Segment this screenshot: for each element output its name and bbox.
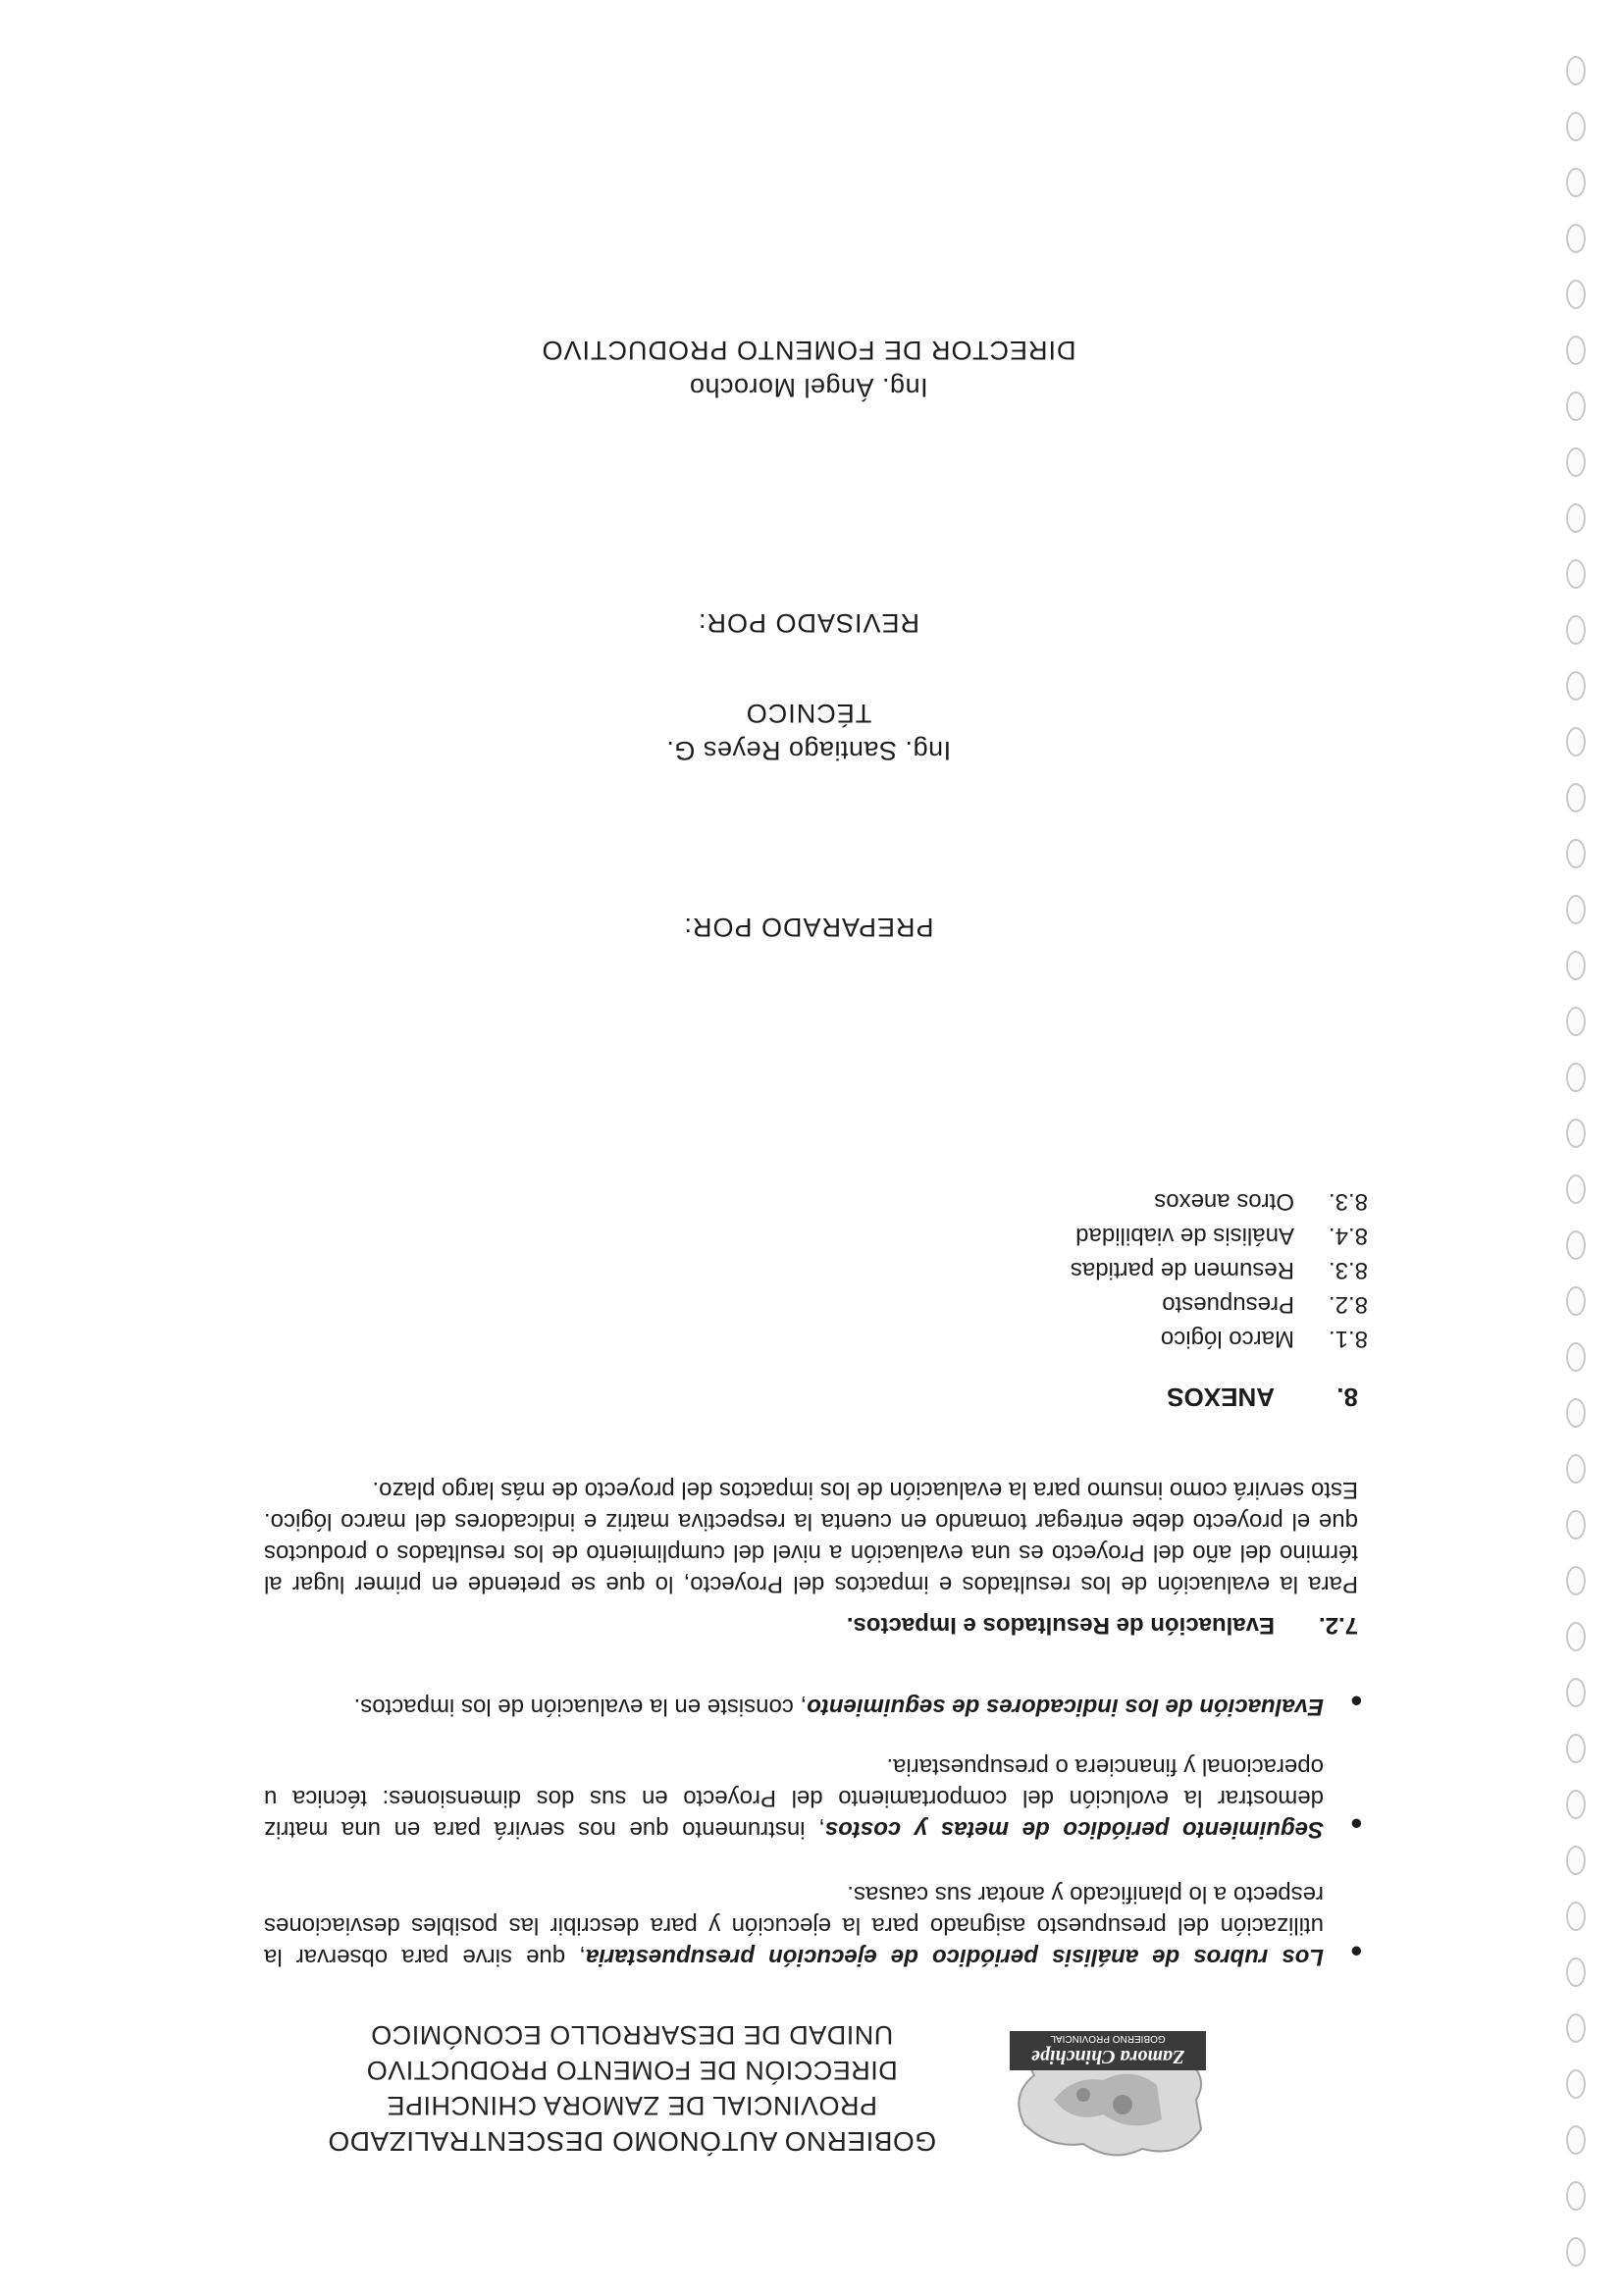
binding-hole xyxy=(1566,1119,1586,1148)
annex-number: 8.3. xyxy=(1328,1188,1368,1215)
bullet-term: Seguimiento periódico de metas y costos xyxy=(824,1816,1324,1843)
binding-hole xyxy=(1566,559,1586,589)
binding-hole xyxy=(1566,1230,1586,1260)
binding-hole xyxy=(1566,1342,1586,1372)
section-paragraph: Para la evaluación de los resultados e impactos del Proyecto, lo que se pretende en primer lugar al término del año del Proyecto es una evaluación a nivel del cumplimiento de los resultados o productos que el proyecto debe entregar tomando en cuenta la respectiva matriz e indicadores del marco lógico. Esto servirá como insumo para la evaluación de los impactos del proyecto de más largo plazo. xyxy=(264,1477,1358,1597)
annex-label: Resumen de partidas xyxy=(1070,1257,1294,1283)
reviewed-by-label: REVISADO POR: xyxy=(697,608,920,638)
binding-hole xyxy=(1566,1510,1586,1539)
binding-hole xyxy=(1566,1286,1586,1316)
annex-number: 8.3. xyxy=(1328,1257,1368,1283)
binding-hole xyxy=(1566,1678,1586,1707)
header-line: PROVINCIAL DE ZAMORA CHINCHIPE xyxy=(386,2091,878,2120)
bullet-term: Evaluación de los indicadores de seguimiento xyxy=(807,1694,1324,1720)
logo-subtitle: GOBIERNO PROVINCIAL xyxy=(1050,2033,1166,2044)
header-line: DIRECCIÓN DE FOMENTO PRODUCTIVO xyxy=(366,2056,898,2085)
provincial-map-logo-icon xyxy=(995,2021,1221,2168)
binding-hole xyxy=(1566,168,1586,197)
spiral-binding xyxy=(1554,20,1594,2267)
binding-hole xyxy=(1566,1174,1586,1204)
section-title: ANEXOS xyxy=(1167,1383,1275,1412)
annex-number: 8.1. xyxy=(1328,1326,1368,1352)
binding-hole xyxy=(1566,2237,1586,2267)
annex-label: Presupuesto xyxy=(1162,1291,1294,1318)
binding-hole xyxy=(1566,2069,1586,2099)
binding-hole xyxy=(1566,1622,1586,1651)
binding-hole xyxy=(1566,1454,1586,1484)
binding-hole xyxy=(1566,336,1586,365)
binding-hole xyxy=(1566,1957,1586,1987)
binding-hole xyxy=(1566,727,1586,757)
bullet-icon: ● xyxy=(1349,1940,1363,1964)
binding-hole xyxy=(1566,1398,1586,1428)
binding-hole xyxy=(1566,280,1586,309)
annex-label: Otros anexos xyxy=(1154,1188,1294,1215)
binding-hole xyxy=(1566,2125,1586,2155)
header-line: UNIDAD DE DESARROLLO ECONÓMICO xyxy=(370,2020,894,2050)
section-number: 7.2. xyxy=(1318,1612,1358,1639)
header-line: GOBIERNO AUTÓNOMO DESCENTRALIZADO xyxy=(327,2126,937,2157)
binding-hole xyxy=(1566,112,1586,141)
binding-hole xyxy=(1566,895,1586,924)
bullet-text: , que sirve para observar la utilización del presupuesto asignado para la ejecución y para describir las posibles desviaciones respecto a lo planificado y anotar sus causas. xyxy=(264,1881,1324,1970)
binding-hole xyxy=(1566,1846,1586,1875)
prepared-by-name: Ing. Santiago Reyes G. xyxy=(665,736,952,765)
logo-title: Zamora Chinchipe xyxy=(1030,2046,1185,2067)
annex-item xyxy=(1154,1185,1368,1217)
binding-hole xyxy=(1566,447,1586,477)
annex-number: 8.2. xyxy=(1328,1291,1368,1318)
bullet-text: , instrumento que nos servirá para en una matriz demostrar la evolución del comportamiento del Proyecto en sus dos dimensiones: técnica u operacional y financiera o presupuestaria. xyxy=(263,1753,1324,1843)
binding-hole xyxy=(1566,671,1586,701)
annex-label: Marco lógico xyxy=(1160,1326,1294,1352)
reviewed-by-name: Ing. Ángel Morocho xyxy=(689,373,928,402)
binding-hole xyxy=(1566,2181,1586,2211)
binding-hole xyxy=(1566,1734,1586,1763)
binding-hole xyxy=(1566,615,1586,645)
section-title: Evaluación de Resultados e Impactos. xyxy=(846,1612,1275,1639)
prepared-by-role: TÉCNICO xyxy=(745,699,872,728)
bullet-item xyxy=(264,1878,1324,1972)
document-header xyxy=(288,2017,975,2159)
reviewed-by-role: DIRECTOR DE FOMENTO PRODUCTIVO xyxy=(541,336,1076,365)
binding-hole xyxy=(1566,224,1586,253)
bullet-text: , consiste en la evaluación de los impactos. xyxy=(353,1694,808,1720)
binding-hole xyxy=(1566,951,1586,980)
binding-hole xyxy=(1566,1790,1586,1819)
annex-item xyxy=(1161,1323,1368,1354)
bullet-icon: ● xyxy=(1349,1690,1363,1714)
annex-item xyxy=(1162,1288,1368,1320)
prepared-by-label: PREPARADO POR: xyxy=(683,913,934,942)
binding-hole xyxy=(1566,1902,1586,1931)
bullet-item xyxy=(264,1750,1324,1845)
binding-hole xyxy=(1566,1063,1586,1092)
bullet-icon: ● xyxy=(1349,1812,1363,1837)
binding-hole xyxy=(1566,783,1586,812)
bullet-item xyxy=(264,1691,1324,1722)
binding-hole xyxy=(1566,1566,1586,1595)
section-number: 8. xyxy=(1336,1383,1358,1412)
annex-item xyxy=(1071,1254,1368,1285)
binding-hole xyxy=(1566,56,1586,85)
bullet-term: Los rubros de análisis periódico de ejecución presupuestaria xyxy=(585,1944,1324,1970)
binding-hole xyxy=(1566,1007,1586,1036)
binding-hole xyxy=(1566,391,1586,421)
binding-hole xyxy=(1566,2013,1586,2043)
annex-number: 8.4. xyxy=(1328,1223,1368,1249)
binding-hole xyxy=(1566,503,1586,533)
annex-label: Análisis de viabilidad xyxy=(1075,1223,1294,1249)
binding-hole xyxy=(1566,839,1586,868)
annex-item xyxy=(1075,1220,1368,1251)
